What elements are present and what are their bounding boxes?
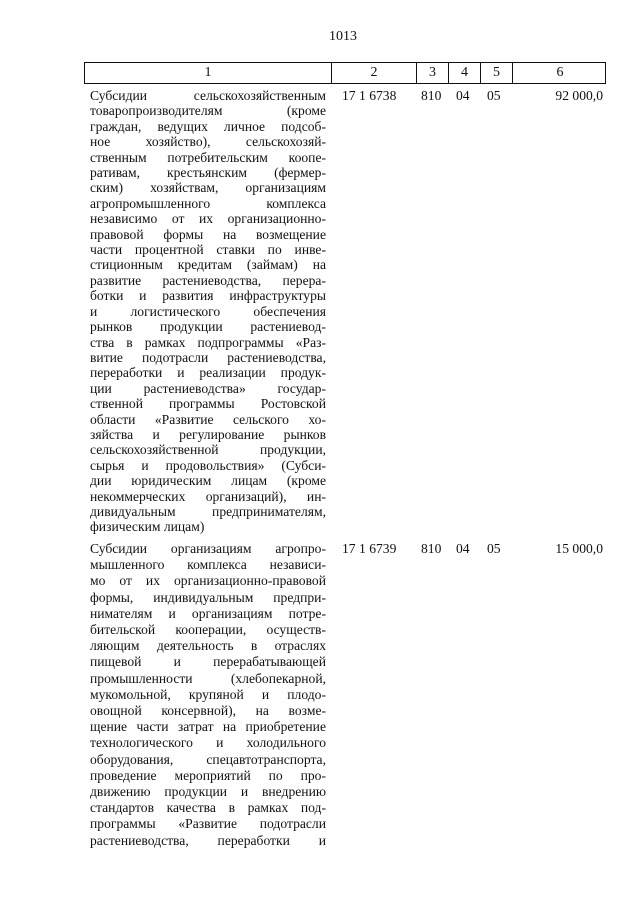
header-col-5: 5 bbox=[480, 63, 512, 83]
description-line: бительской кооперации, осуществ- bbox=[90, 622, 326, 638]
description-line: сырья и продовольствия» (Субси- bbox=[90, 457, 326, 473]
row-ved: 810 bbox=[421, 88, 442, 103]
description-line: проведение мероприятий по про- bbox=[90, 767, 326, 783]
page-number: 1013 bbox=[329, 29, 357, 44]
table-row bbox=[84, 541, 606, 849]
description-line: оборудования, спецавтотранспорта, bbox=[90, 751, 326, 767]
description-line: ским) хозяйствам, организациям bbox=[90, 180, 326, 196]
row-rz: 04 bbox=[456, 88, 470, 103]
header-col-4: 4 bbox=[448, 63, 480, 83]
description-line: Субсидии сельскохозяйственным bbox=[90, 88, 326, 103]
header-col-3: 3 bbox=[416, 63, 448, 83]
description-line: ственной программы Ростовской bbox=[90, 396, 326, 412]
description-line: витие подотрасли растениеводства, bbox=[90, 349, 326, 365]
description-line: граждан, ведущих личное подсоб- bbox=[90, 118, 326, 134]
description-line: ции растениеводства» государ- bbox=[90, 380, 326, 396]
description-line: стиционным кредитам (займам) на bbox=[90, 257, 326, 273]
description-line: промышленности (хлебопекарной, bbox=[90, 670, 326, 686]
description-line: нимателям и организациям потре- bbox=[90, 605, 326, 621]
description-line: ства в рамках подпрограммы «Раз- bbox=[90, 334, 326, 350]
description-line: технологического и холодильного bbox=[90, 735, 326, 751]
description-line: зяйства и регулирование рынков bbox=[90, 426, 326, 442]
description-line: мышленного комплекса независи- bbox=[90, 557, 326, 573]
header-col-1: 1 bbox=[204, 65, 212, 80]
description-line: ративам, крестьянским (фермер- bbox=[90, 165, 326, 181]
row-pr: 05 bbox=[487, 541, 501, 556]
row-pr: 05 bbox=[487, 88, 501, 103]
description-line: мукомольной, крупяной и плодо- bbox=[90, 686, 326, 702]
description-line: развитие растениеводства, перера- bbox=[90, 272, 326, 288]
description-line: физическим лицам) bbox=[90, 519, 205, 535]
description-line: ботки и развития инфраструктуры bbox=[90, 288, 326, 304]
description-line: части процентной ставки по инве- bbox=[90, 242, 326, 258]
description-line: Субсидии организациям агропро- bbox=[90, 541, 326, 556]
description-line: формы, индивидуальным предпри- bbox=[90, 589, 326, 605]
row-code: 17 1 6739 bbox=[342, 541, 397, 556]
description-line: дии юридическим лицам (кроме bbox=[90, 473, 326, 489]
header-col-6: 6 bbox=[512, 63, 607, 83]
budget-table bbox=[84, 62, 606, 848]
description-line: мо от их организационно-правовой bbox=[90, 573, 326, 589]
row-ved: 810 bbox=[421, 541, 442, 556]
description-line: области «Развитие сельского хо- bbox=[90, 411, 326, 427]
description-line: ляющим деятельность в отраслях bbox=[90, 638, 326, 654]
description-line: дивидуальным предпринимателям, bbox=[90, 503, 326, 519]
description-line: стандартов качества в рамках под- bbox=[90, 800, 326, 816]
description-line: сельскохозяйственной продукции, bbox=[90, 442, 326, 458]
row-description bbox=[84, 88, 330, 535]
description-line: движению продукции и внедрению bbox=[90, 784, 326, 800]
description-line: ное хозяйство), сельскохозяй- bbox=[90, 134, 326, 150]
description-line: некоммерческих организаций), ин- bbox=[90, 488, 326, 504]
row-code: 17 1 6738 bbox=[342, 88, 397, 103]
row-sum: 92 000,0 bbox=[555, 88, 603, 103]
description-line: и логистического обеспечения bbox=[90, 303, 326, 319]
description-line: программы «Развитие подотрасли bbox=[90, 816, 326, 832]
description-line: ственным потребительским коопе- bbox=[90, 149, 326, 165]
row-description bbox=[84, 541, 330, 849]
description-line: овощной консервной), на возме- bbox=[90, 703, 326, 719]
table-row bbox=[84, 88, 606, 535]
header-col-2: 2 bbox=[331, 63, 416, 83]
row-rz: 04 bbox=[456, 541, 470, 556]
row-sum: 15 000,0 bbox=[555, 541, 603, 556]
description-line: независимо от их организационно- bbox=[90, 211, 326, 227]
description-line: пищевой и перерабатывающей bbox=[90, 654, 326, 670]
description-line: щение части затрат на приобретение bbox=[90, 719, 326, 735]
description-line: правовой формы на возмещение bbox=[90, 226, 326, 242]
description-line: переработки и реализации продук- bbox=[90, 365, 326, 381]
description-line: растениеводства, переработки и bbox=[90, 832, 326, 848]
table-header-row bbox=[84, 62, 606, 84]
description-line: товаропроизводителям (кроме bbox=[90, 103, 326, 119]
description-line: агропромышленного комплекса bbox=[90, 195, 326, 211]
description-line: рынков продукции растениевод- bbox=[90, 319, 326, 335]
